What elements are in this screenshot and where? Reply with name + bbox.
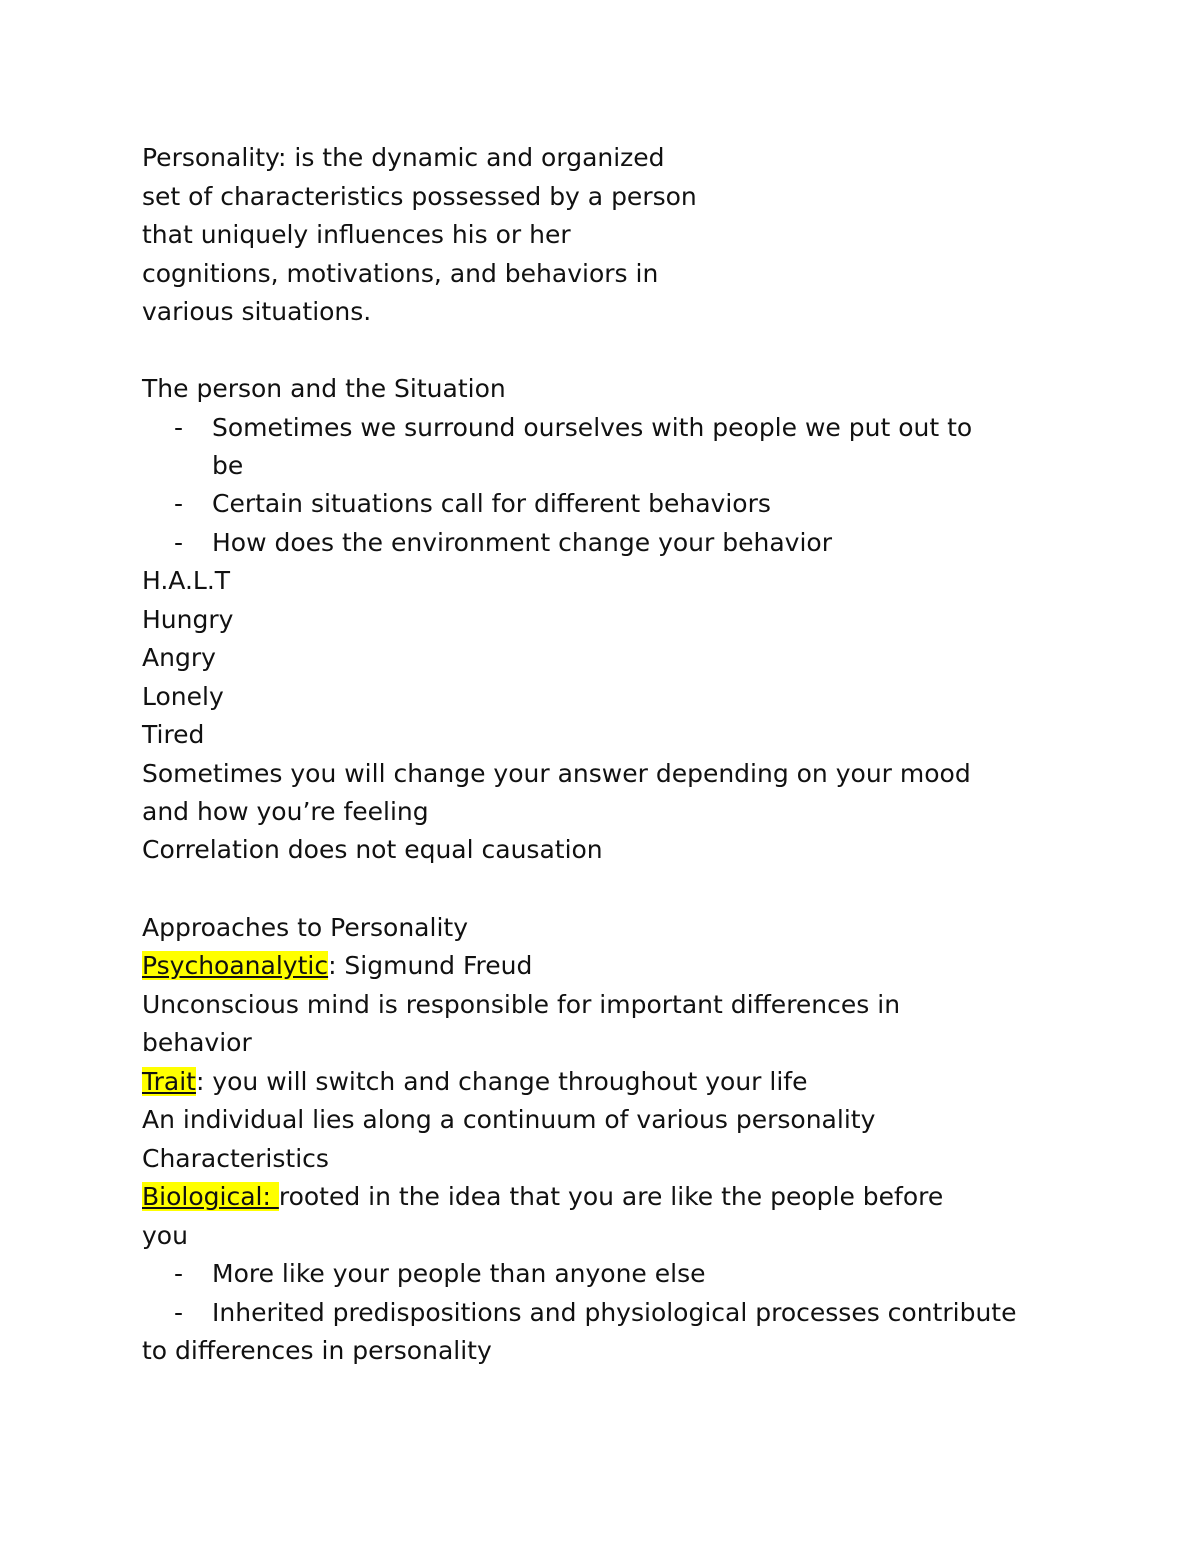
bullet-marker: - xyxy=(174,413,184,442)
mood-line-1: Sometimes you will change your answer depending on your mood xyxy=(142,759,971,788)
definition-line-1: Personality: is the dynamic and organized xyxy=(142,143,665,172)
trait-description: : you will switch and change throughout your life xyxy=(195,1067,808,1096)
definition-line-3: that uniquely influences his or her xyxy=(142,220,571,249)
psychoanalytic-description: : Sigmund Freud xyxy=(328,951,533,980)
bullet-marker: - xyxy=(174,489,184,518)
definition-line-5: various situations. xyxy=(142,297,372,326)
definition-line-4: cognitions, motivations, and behaviors in xyxy=(142,259,659,288)
halt-item: Hungry xyxy=(142,605,234,634)
trait-line xyxy=(142,1063,807,1101)
bullet-item: Sometimes we surround ourselves with people we put out to xyxy=(212,413,973,442)
halt-item: Tired xyxy=(142,720,205,749)
approaches-heading: Approaches to Personality xyxy=(142,913,468,942)
person-situation-heading: The person and the Situation xyxy=(142,374,506,403)
bullet-item: Certain situations call for different behaviors xyxy=(212,489,771,518)
biological-bullet: More like your people than anyone else xyxy=(212,1259,706,1288)
bullet-marker: - xyxy=(174,1298,184,1327)
definition-line-2: set of characteristics possessed by a person xyxy=(142,182,697,211)
halt-title: H.A.L.T xyxy=(142,566,231,595)
halt-item: Angry xyxy=(142,643,216,672)
bullet-marker: - xyxy=(174,1259,184,1288)
biological-continuation: you xyxy=(142,1221,188,1250)
psychoanalytic-detail-1: Unconscious mind is responsible for important differences in xyxy=(142,990,901,1019)
bullet-item-continuation: be xyxy=(212,451,244,480)
halt-item: Lonely xyxy=(142,682,224,711)
trait-detail-2: Characteristics xyxy=(142,1144,329,1173)
bullet-item: How does the environment change your behavior xyxy=(212,528,832,557)
psychoanalytic-line xyxy=(142,947,532,985)
biological-bullet: Inherited predispositions and physiological processes contribute xyxy=(212,1298,1017,1327)
bullet-marker: - xyxy=(174,528,184,557)
psychoanalytic-detail-2: behavior xyxy=(142,1028,252,1057)
biological-term: Biological: xyxy=(142,1182,279,1211)
trait-term: Trait xyxy=(142,1067,196,1096)
psychoanalytic-term: Psychoanalytic xyxy=(142,951,329,980)
trait-detail-1: An individual lies along a continuum of various personality xyxy=(142,1105,876,1134)
mood-line-2: and how you’re feeling xyxy=(142,797,429,826)
biological-description: rooted in the idea that you are like the people before xyxy=(278,1182,944,1211)
correlation-line: Correlation does not equal causation xyxy=(142,835,603,864)
biological-line xyxy=(142,1178,943,1216)
biological-final-line: to differences in personality xyxy=(142,1336,492,1365)
